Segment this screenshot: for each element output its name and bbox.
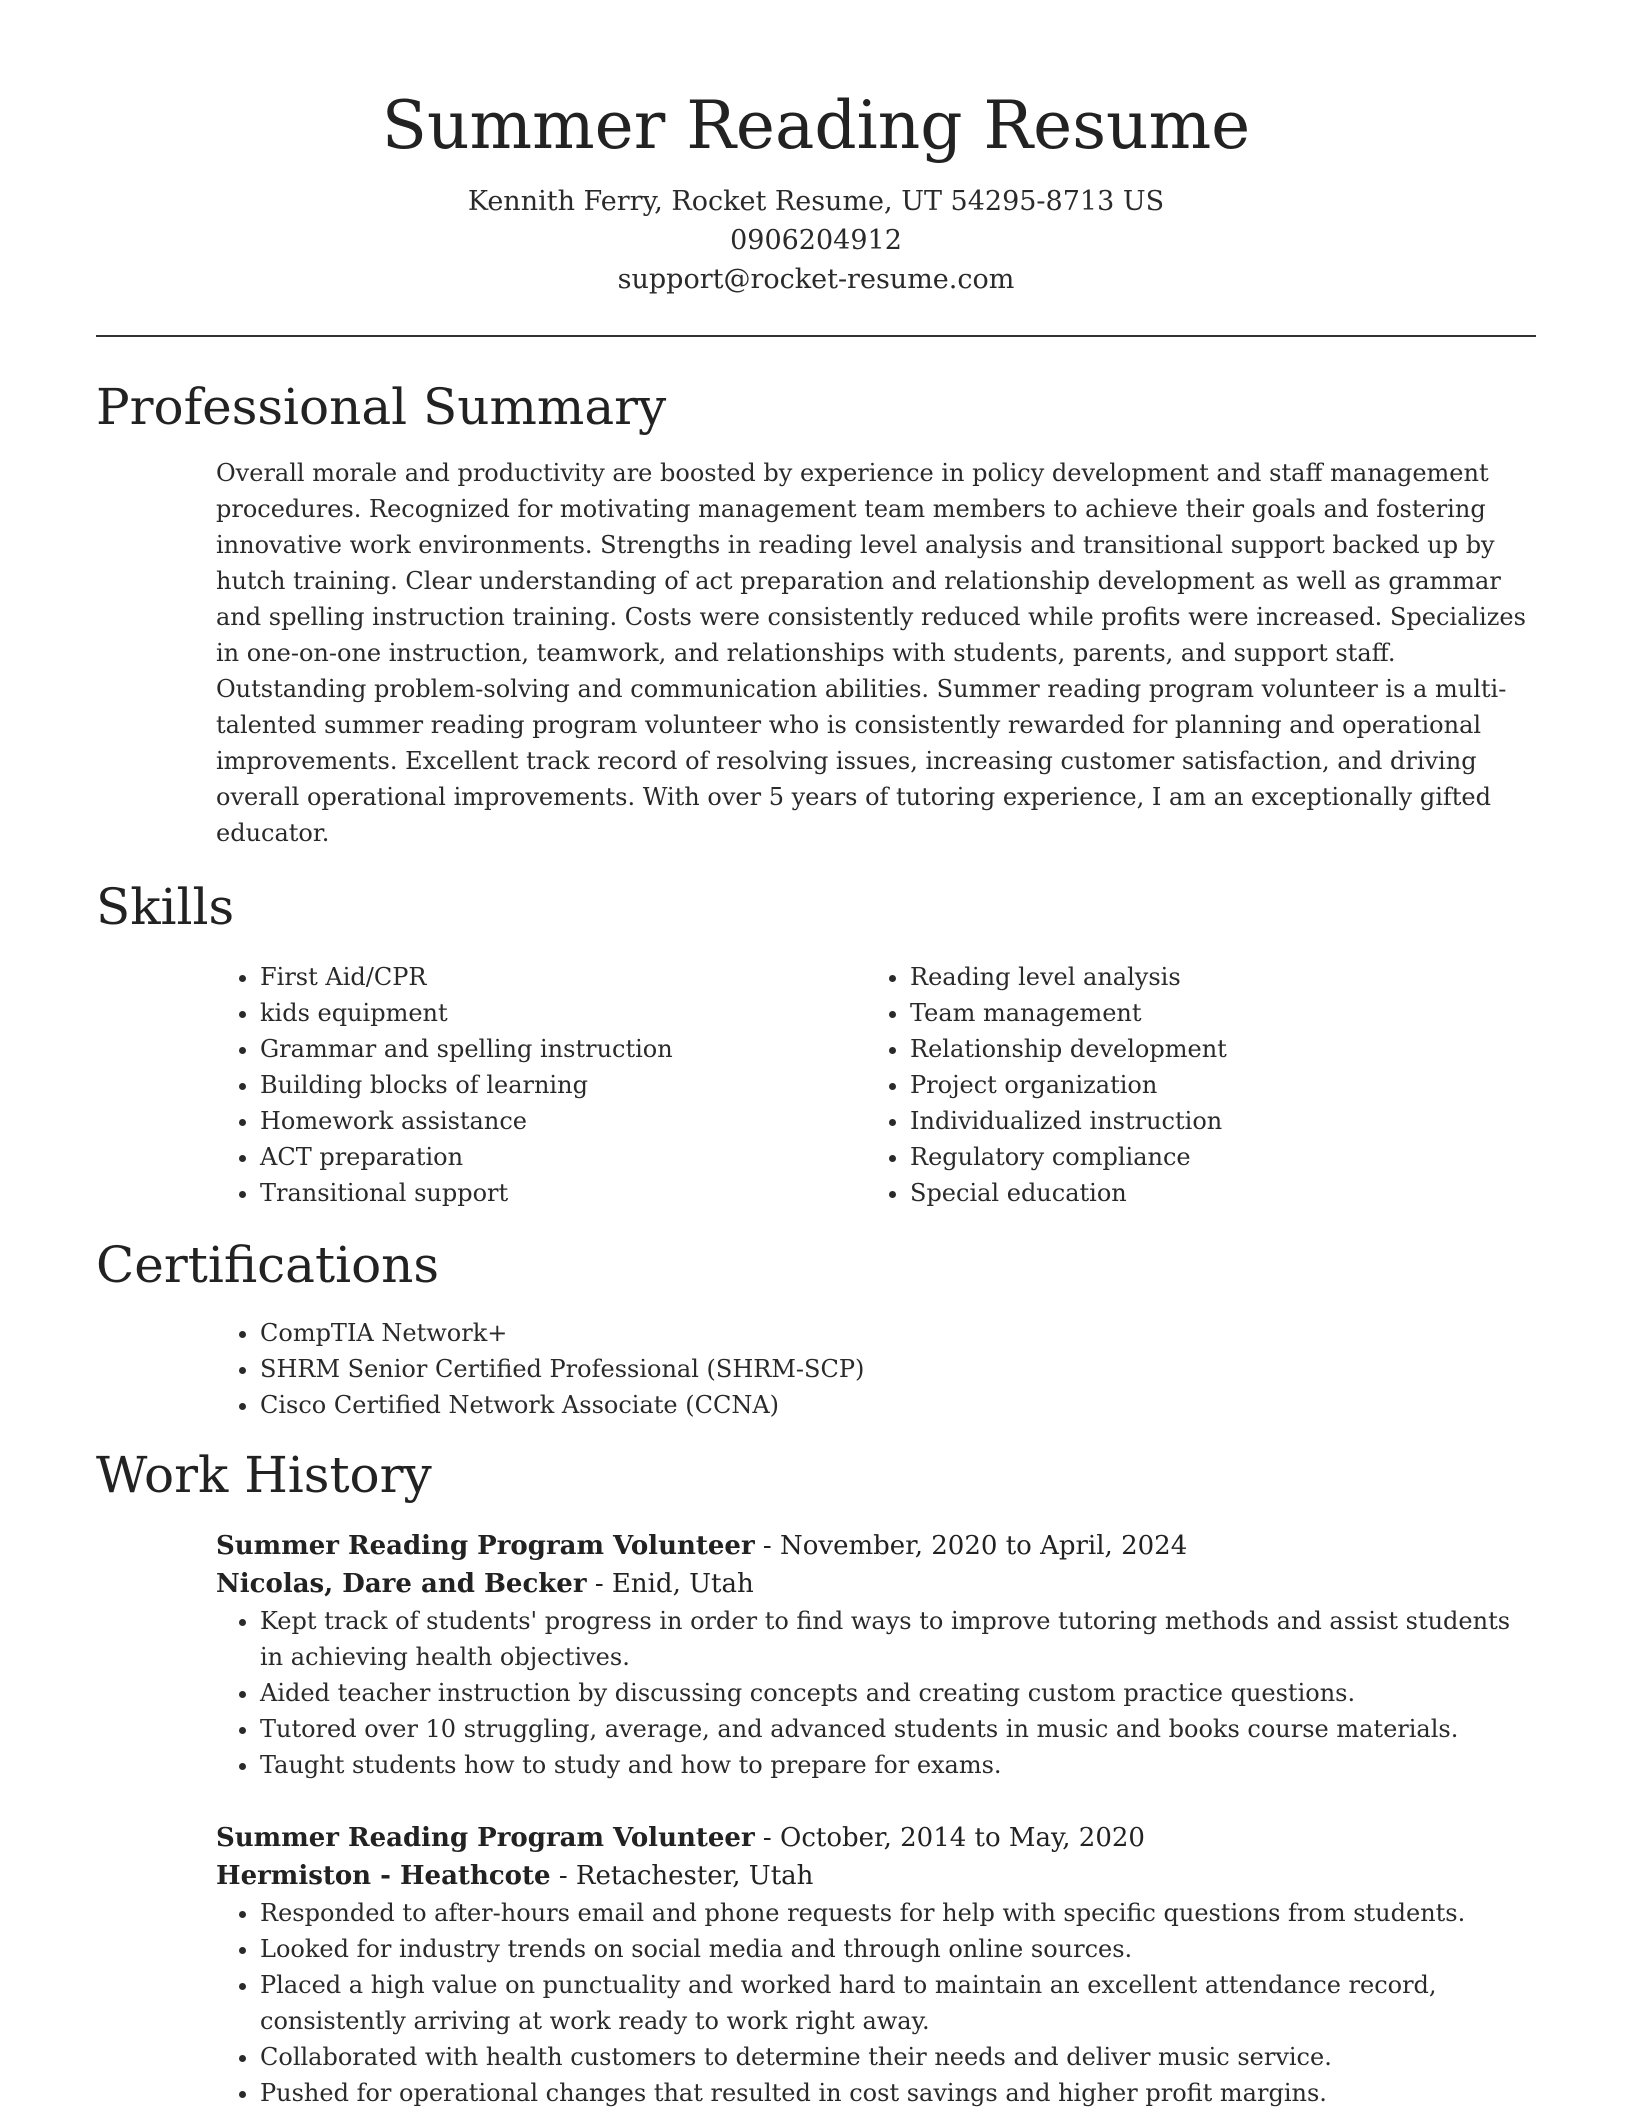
separator: - [754, 1823, 780, 1853]
contact-phone: 0906204912 [730, 225, 902, 256]
certification-item: • CompTIA Network+ [260, 1315, 1536, 1351]
job-entry [216, 1527, 1536, 1783]
job-duty: • Aided teacher instruction by discussing concepts and creating custom practice questions. [260, 1675, 1536, 1711]
job-duty: • Taught students how to study and how to prepare for exams. [260, 1747, 1536, 1783]
job-duty: • Collaborated with health customers to determine their needs and deliver music service. [260, 2039, 1536, 2075]
skill-item: • Regulatory compliance [910, 1139, 1516, 1175]
job-duties-list [216, 1895, 1536, 2111]
job-company: Nicolas, Dare and Becker [216, 1569, 587, 1599]
summary-text: Overall morale and productivity are boosted by experience in policy development and staff management procedures. Recognized for motivating management team members to achieve their goals and fostering innovative work environments. Strengths in reading level analysis and transitional support backed up by hutch training. Clear understanding of act preparation and relationship development as well as grammar and spelling instruction training. Costs were consistently reduced while profits were increased. Specializes in one-on-one instruction, teamwork, and relationships with students, parents, and support staff. Outstanding problem-solving and communication abilities. Summer reading program volunteer is a multi-talented summer reading program volunteer who is consistently rewarded for planning and operational improvements. Excellent track record of resolving issues, increasing customer satisfaction, and driving overall operational improvements. With over 5 years of tutoring experience, I am an exceptionally gifted educator. [216, 459, 1526, 847]
job-company: Hermiston - Heathcote [216, 1861, 551, 1891]
certifications-block [216, 1315, 1536, 1423]
skill-item: • Transitional support [260, 1175, 866, 1211]
skill-item: • Grammar and spelling instruction [260, 1031, 866, 1067]
skills-heading: Skills [96, 878, 235, 936]
work-history-heading: Work History [96, 1446, 432, 1504]
separator: - [550, 1861, 576, 1891]
certifications-list [216, 1315, 1536, 1423]
job-duty: • Placed a high value on punctuality and worked hard to maintain an excellent attendance record, consistently arriving at work ready to work right away. [260, 1967, 1536, 2039]
skill-item: • Team management [910, 995, 1516, 1031]
separator: - [754, 1531, 780, 1561]
job-duty: • Tutored over 10 struggling, average, and advanced students in music and books course materials. [260, 1711, 1536, 1747]
job-duty: • Looked for industry trends on social media and through online sources. [260, 1931, 1536, 1967]
skill-item: • First Aid/CPR [260, 959, 866, 995]
page-title: Summer Reading Resume [381, 87, 1251, 164]
header-divider [96, 335, 1536, 337]
skill-item: • Project organization [910, 1067, 1516, 1103]
skill-item: • Relationship development [910, 1031, 1516, 1067]
skill-item: • Individualized instruction [910, 1103, 1516, 1139]
skill-item: • Building blocks of learning [260, 1067, 866, 1103]
job-duty: • Kept track of students' progress in order to find ways to improve tutoring methods and assist students in achieving health objectives. [260, 1603, 1536, 1675]
certification-item: • SHRM Senior Certified Professional (SHRM-SCP) [260, 1351, 1536, 1387]
skill-item: • Homework assistance [260, 1103, 866, 1139]
contact-block [96, 182, 1536, 299]
resume-page [96, 0, 1536, 2111]
job-location: Enid, Utah [611, 1569, 754, 1599]
job-title: Summer Reading Program Volunteer [216, 1531, 755, 1561]
job-dates: November, 2020 to April, 2024 [780, 1531, 1188, 1561]
job-entry [216, 1819, 1536, 2111]
skills-list-right [866, 959, 1516, 1211]
job-company-line [216, 1565, 1536, 1603]
job-title-line [216, 1527, 1536, 1565]
job-title: Summer Reading Program Volunteer [216, 1823, 755, 1853]
job-location: Retachester, Utah [575, 1861, 814, 1891]
skill-item: • kids equipment [260, 995, 866, 1031]
skill-item: • ACT preparation [260, 1139, 866, 1175]
contact-address: Kennith Ferry, Rocket Resume, UT 54295-8713 US [467, 186, 1165, 217]
separator: - [586, 1569, 612, 1599]
job-dates: October, 2014 to May, 2020 [780, 1823, 1145, 1853]
job-duty: • Responded to after-hours email and phone requests for help with specific questions from students. [260, 1895, 1536, 1931]
summary-heading: Professional Summary [96, 378, 667, 436]
job-company-line [216, 1857, 1536, 1895]
job-title-line [216, 1819, 1536, 1857]
certification-item: • Cisco Certified Network Associate (CCNA) [260, 1387, 1536, 1423]
job-duties-list [216, 1603, 1536, 1783]
job-duty: • Pushed for operational changes that resulted in cost savings and higher profit margins. [260, 2075, 1536, 2111]
skills-column-left [216, 959, 866, 1211]
skills-grid [216, 959, 1536, 1211]
skills-column-right [866, 959, 1516, 1211]
contact-email: support@rocket-resume.com [617, 264, 1015, 295]
skill-item: • Reading level analysis [910, 959, 1516, 995]
skills-list-left [216, 959, 866, 1211]
certifications-heading: Certifications [96, 1236, 440, 1294]
skill-item: • Special education [910, 1175, 1516, 1211]
